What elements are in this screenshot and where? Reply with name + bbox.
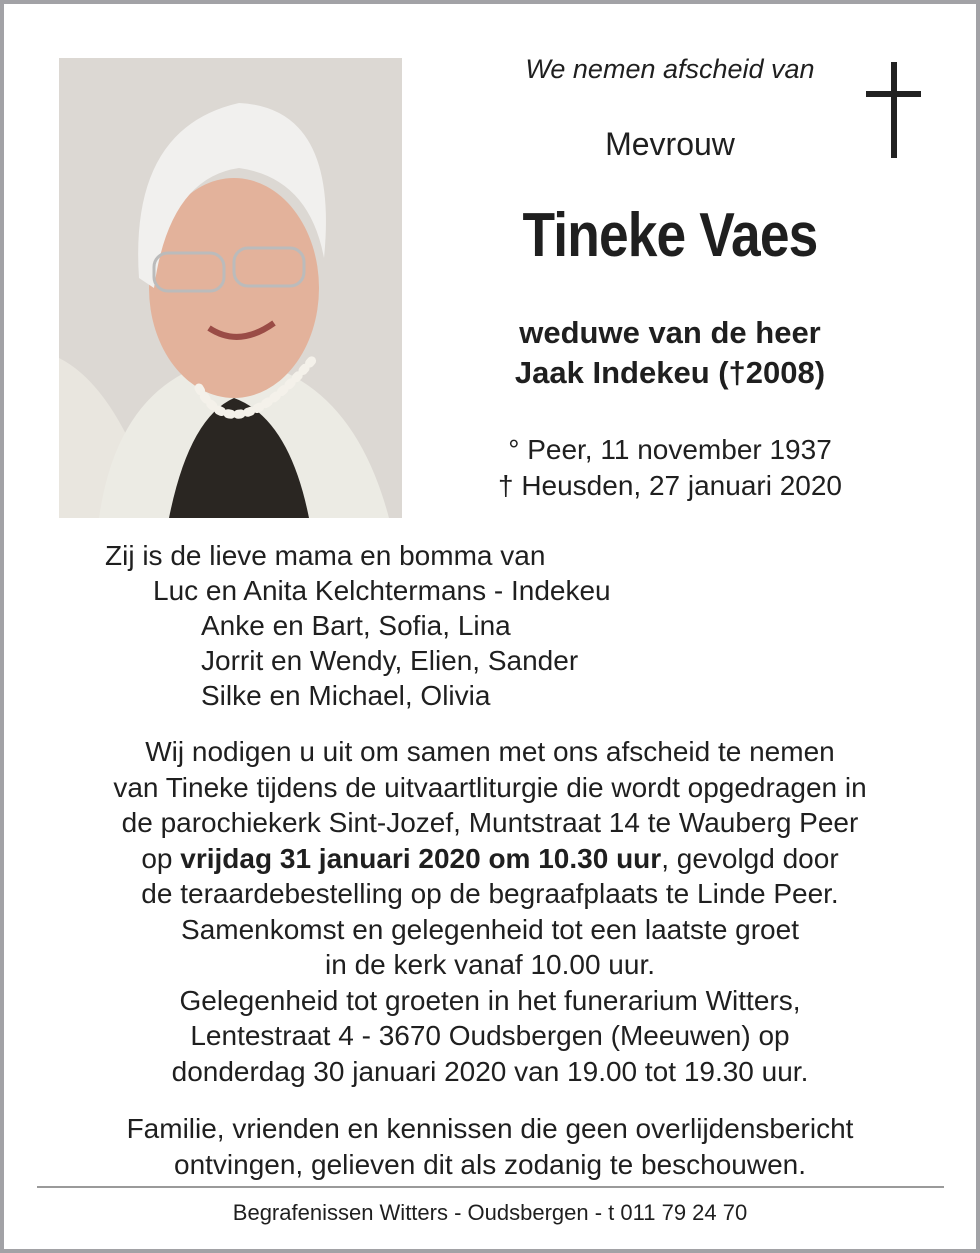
- family-child: Luc en Anita Kelchtermans - Indekeu: [153, 575, 611, 606]
- divider: [37, 1186, 944, 1188]
- deceased-name: Tineke Vaes: [522, 201, 818, 270]
- family-grandchild: Jorrit en Wendy, Elien, Sander: [201, 645, 579, 676]
- widow-line: weduwe van de heer: [519, 315, 821, 350]
- invitation-line: Lentestraat 4 - 3670 Oudsbergen (Meeuwen) op: [190, 1020, 790, 1051]
- funeral-datetime: vrijdag 31 januari 2020 om 10.30 uur: [180, 842, 662, 874]
- family-list: [105, 538, 611, 713]
- invitation-post: , gevolgd door: [661, 842, 839, 874]
- invitation-line: Wij nodigen u uit om samen met ons afscheid te nemen: [145, 736, 835, 767]
- widow-line: Jaak Indekeu (†2008): [514, 355, 826, 390]
- family-grandchild: Anke en Bart, Sofia, Lina: [201, 610, 511, 641]
- closing-line: ontvingen, gelieven dit als zodanig te beschouwen.: [174, 1149, 806, 1180]
- invitation-line: [40, 841, 940, 877]
- closing-note: [40, 1111, 940, 1183]
- intro-text: We nemen afscheid van: [525, 54, 815, 84]
- invitation-line: van Tineke tijdens de uitvaartliturgie die wordt opgedragen in: [113, 771, 867, 803]
- family-grandchild: Silke en Michael, Olivia: [201, 680, 491, 711]
- cross-icon-bar: [866, 91, 921, 97]
- death-date: † Heusden, 27 januari 2020: [497, 470, 843, 501]
- invitation-line: in de kerk vanaf 10.00 uur.: [325, 949, 655, 980]
- funeral-invitation: [40, 734, 940, 1089]
- honorific: Mevrouw: [605, 126, 735, 162]
- life-dates: [440, 432, 900, 504]
- invitation-pre: op: [141, 842, 181, 874]
- widow-of: [440, 313, 900, 393]
- invitation-line: donderdag 30 januari 2020 van 19.00 tot 19.30 uur.: [171, 1055, 809, 1087]
- closing-line: Familie, vrienden en kennissen die geen overlijdensbericht: [126, 1113, 854, 1144]
- undertaker-footer: Begrafenissen Witters - Oudsbergen - t 011 79 24 70: [232, 1200, 748, 1225]
- birth-date: ° Peer, 11 november 1937: [508, 434, 832, 465]
- invitation-line: de teraardebestelling op de begraafplaats te Linde Peer.: [141, 878, 839, 909]
- invitation-line: Samenkomst en gelegenheid tot een laatste groet: [181, 913, 799, 945]
- invitation-line: Gelegenheid tot groeten in het funerarium Witters,: [179, 984, 801, 1016]
- family-lead: Zij is de lieve mama en bomma van: [105, 540, 546, 571]
- invitation-line: de parochiekerk Sint-Jozef, Muntstraat 14 te Wauberg Peer: [121, 807, 859, 838]
- portrait-photo: [59, 58, 402, 518]
